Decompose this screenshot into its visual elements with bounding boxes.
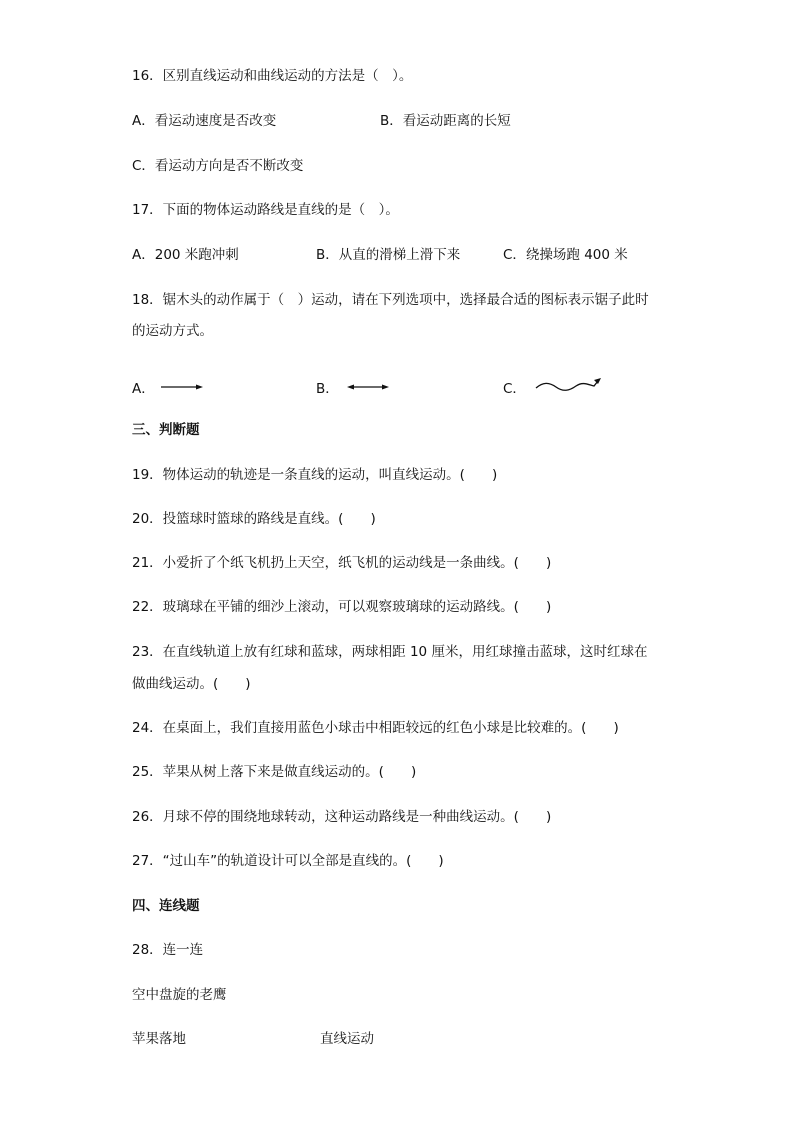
judgment-20: 20．投篮球时篮球的路线是直线。( ) [132,511,376,527]
question-18-stem-line2: 的运动方式。 [132,323,213,339]
judgment-23-line2: 做曲线运动。( ) [132,676,251,692]
question-17-option-b[interactable]: B．从直的滑梯上滑下来 [316,247,461,263]
judgment-25: 25．苹果从树上落下来是做直线运动的。( ) [132,764,417,780]
question-16-option-c[interactable]: C．看运动方向是否不断改变 [132,158,304,174]
section-4-title: 四、连线题 [132,898,200,914]
judgment-21: 21．小爱折了个纸飞机扔上天空，纸飞机的运动线是一条曲线。( ) [132,555,552,571]
question-18-option-a[interactable] [132,379,155,399]
double-arrow-icon [346,380,390,394]
question-16-option-b[interactable]: B．看运动距离的长短 [380,113,511,129]
judgment-24: 24．在桌面上，我们直接用蓝色小球击中相距较远的红色小球是比较难的。( ) [132,720,619,736]
match-left-item-apple[interactable]: 苹果落地 [132,1031,186,1047]
right-arrow-icon [160,380,204,394]
question-18-option-a-label: A． [132,381,155,397]
question-18-option-c[interactable] [503,379,526,399]
question-18-stem-line1: 18．锯木头的动作属于（ ）运动，请在下列选项中，选择最合适的图标表示锯子此时 [132,292,649,308]
match-left-item-eagle[interactable]: 空中盘旋的老鹰 [132,987,227,1003]
question-17-stem: 17．下面的物体运动路线是直线的是（ ）。 [132,202,399,218]
question-16-stem: 16．区别直线运动和曲线运动的方法是（ ）。 [132,68,413,84]
match-right-item-linear[interactable]: 直线运动 [320,1031,374,1047]
question-17-option-a[interactable]: A．200 米跑冲刺 [132,247,239,263]
question-17-option-c[interactable]: C．绕操场跑 400 米 [503,247,628,263]
judgment-19: 19．物体运动的轨迹是一条直线的运动，叫直线运动。( ) [132,467,498,483]
judgment-22: 22．玻璃球在平铺的细沙上滚动，可以观察玻璃球的运动路线。( ) [132,599,552,615]
question-18-option-b-label: B． [316,381,339,397]
question-18-option-c-label: C． [503,381,526,397]
wavy-arrow-icon [534,376,604,396]
question-18-option-b[interactable] [316,379,339,399]
judgment-26: 26．月球不停的围绕地球转动，这种运动路线是一种曲线运动。( ) [132,809,552,825]
section-3-title: 三、判断题 [132,422,200,438]
judgment-27: 27．“过山车”的轨道设计可以全部是直线的。( ) [132,853,444,869]
question-28-stem: 28．连一连 [132,942,204,958]
question-16-option-a[interactable]: A．看运动速度是否改变 [132,113,277,129]
judgment-23-line1: 23．在直线轨道上放有红球和蓝球，两球相距 10 厘米，用红球撞击蓝球，这时红球在 [132,644,648,660]
